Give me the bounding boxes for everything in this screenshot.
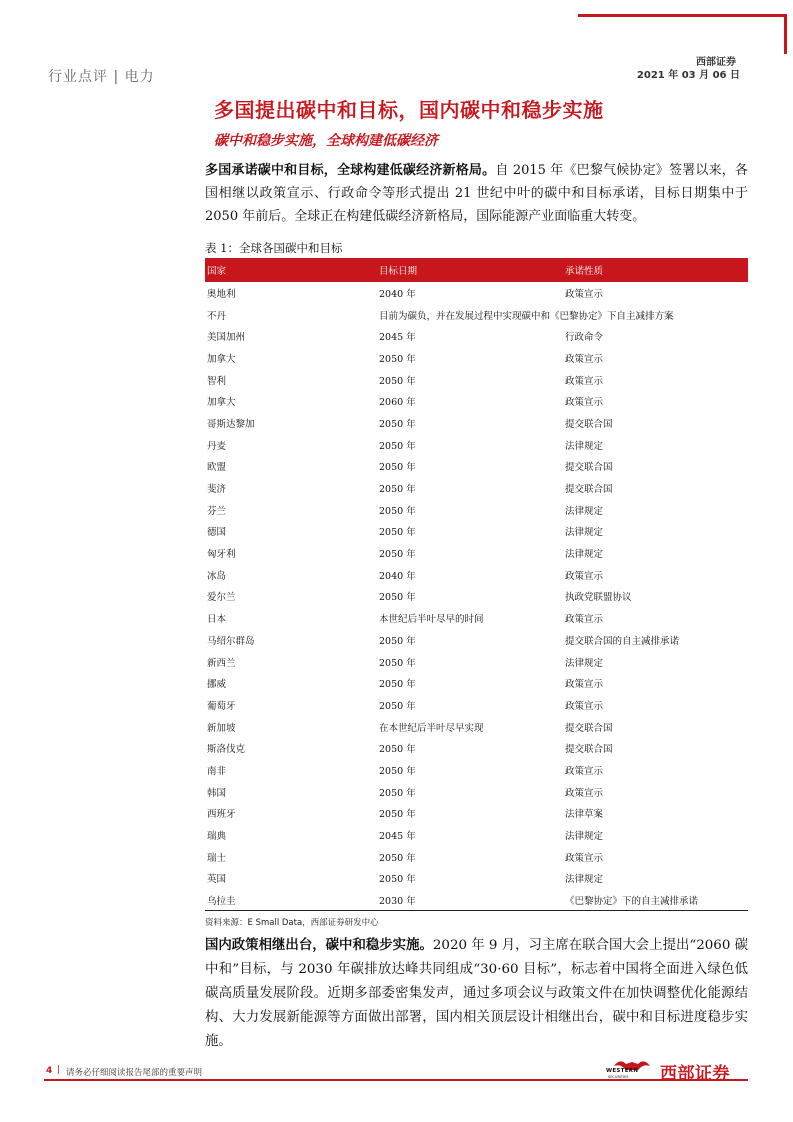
cell-target-date: 2050 年 <box>379 787 416 799</box>
cell-country: 挪威 <box>207 679 227 691</box>
cell-commitment: 法律规定 <box>565 505 604 517</box>
table-row <box>205 889 748 911</box>
cell-target-date: 2050 年 <box>379 657 416 669</box>
cell-country: 美国加州 <box>207 332 246 344</box>
cell-country: 南非 <box>207 765 227 777</box>
cell-target-date: 2050 年 <box>379 874 416 886</box>
cell-country: 斯洛伐克 <box>207 744 246 756</box>
cell-target-date: 2050 年 <box>379 375 416 387</box>
cell-target-date: 2050 年 <box>379 744 416 756</box>
cell-target-date: 2050 年 <box>379 679 416 691</box>
cell-target-date: 2050 年 <box>379 505 416 517</box>
cell-commitment: 政策宣示 <box>565 679 604 691</box>
header-country: 国家 <box>205 258 377 282</box>
cell-country: 芬兰 <box>207 505 227 517</box>
cell-country: 欧盟 <box>207 462 227 474</box>
table-row <box>205 607 748 629</box>
header-target-date: 目标日期 <box>377 258 563 282</box>
header-top-rule <box>578 14 787 17</box>
cell-country: 瑞士 <box>207 852 227 864</box>
cell-commitment: 《巴黎协定》下的自主减排承诺 <box>563 889 748 911</box>
cell-target-date: 目前为碳负，并在发展过程中实现碳中和《巴黎协定》下自主减排方案 <box>379 310 674 322</box>
header-brand: 西部证券 <box>696 57 736 68</box>
intro-lead: 多国承诺碳中和目标，全球构建低碳经济新格局。 <box>205 163 496 178</box>
cell-commitment: 政策宣示 <box>565 614 604 626</box>
cell-target-date: 2050 年 <box>379 852 416 864</box>
table-row <box>205 694 748 716</box>
table-header-row <box>205 258 748 282</box>
cell-country: 马绍尔群岛 <box>207 635 255 647</box>
table-row <box>205 586 748 608</box>
cell-country: 哥斯达黎加 <box>207 418 255 430</box>
cell-commitment: 政策宣示 <box>565 288 604 300</box>
domestic-lead: 国内政策相继出台，碳中和稳步实施。 <box>205 937 433 953</box>
cell-country: 斐济 <box>207 484 227 496</box>
cell-country: 匈牙利 <box>207 549 236 561</box>
cell-commitment: 法律草案 <box>565 809 604 821</box>
cell-commitment: 法律规定 <box>565 657 604 669</box>
table-row <box>205 781 748 803</box>
header-commitment: 承诺性质 <box>563 258 748 282</box>
cell-country: 智利 <box>207 375 227 387</box>
page-title: 多国提出碳中和目标，国内碳中和稳步实施 <box>214 98 604 122</box>
cell-commitment: 政策宣示 <box>565 353 604 365</box>
section-subtitle: 碳中和稳步实施，全球构建低碳经济 <box>214 133 438 149</box>
footer-separator: | <box>57 1065 61 1075</box>
table-row <box>205 846 748 868</box>
page-number: 4 <box>46 1066 53 1076</box>
table-row <box>205 456 748 478</box>
cell-country: 日本 <box>207 614 227 626</box>
cell-country: 西班牙 <box>207 809 236 821</box>
cell-country: 不丹 <box>207 310 227 322</box>
cell-country: 爱尔兰 <box>207 592 236 604</box>
table-row <box>205 390 748 412</box>
cell-country: 瑞典 <box>207 831 227 843</box>
cell-target-date: 2030 年 <box>377 889 563 911</box>
cell-commitment: 行政命令 <box>565 332 604 344</box>
cell-target-date: 2040 年 <box>379 288 416 300</box>
cell-target-date: 2045 年 <box>379 332 416 344</box>
cell-target-date: 本世纪后半叶尽早的时间 <box>379 614 484 626</box>
table-row <box>205 672 748 694</box>
cell-country: 韩国 <box>207 787 227 799</box>
cell-country: 奥地利 <box>207 288 236 300</box>
table-row <box>205 477 748 499</box>
cell-target-date: 2050 年 <box>379 418 416 430</box>
cell-commitment: 政策宣示 <box>565 397 604 409</box>
cell-country: 冰岛 <box>207 570 227 582</box>
cell-target-date: 2060 年 <box>379 397 416 409</box>
table-row <box>205 347 748 369</box>
table-row <box>205 803 748 825</box>
footer-rule <box>44 1079 748 1081</box>
cell-target-date: 2050 年 <box>379 765 416 777</box>
cell-target-date: 2050 年 <box>379 809 416 821</box>
table-row <box>205 499 748 521</box>
cell-target-date: 2050 年 <box>379 592 416 604</box>
cell-commitment: 提交联合国 <box>565 722 613 734</box>
cell-target-date: 2050 年 <box>379 353 416 365</box>
cell-commitment: 政策宣示 <box>565 375 604 387</box>
table-row <box>205 412 748 434</box>
report-category: 行业点评 | 电力 <box>48 69 155 85</box>
header-corner-rule <box>784 14 787 54</box>
table-row <box>205 868 748 890</box>
cell-country: 新加坡 <box>207 722 236 734</box>
cell-target-date: 2050 年 <box>379 549 416 561</box>
table-row <box>205 304 748 326</box>
table-row <box>205 651 748 673</box>
cell-target-date: 2050 年 <box>379 484 416 496</box>
cell-target-date: 在本世纪后半叶尽早实现 <box>379 722 484 734</box>
logo-text-western: WESTERN <box>606 1068 639 1074</box>
table-row <box>205 629 748 651</box>
cell-commitment: 法律规定 <box>565 440 604 452</box>
intro-paragraph <box>205 159 748 228</box>
company-logo-text: 西部证券 <box>660 1064 730 1084</box>
cell-country: 葡萄牙 <box>207 700 236 712</box>
footer-disclaimer: 请务必仔细阅读报告尾部的重要声明 <box>66 1068 203 1078</box>
table-caption: 表 1：全球各国碳中和目标 <box>205 241 343 255</box>
table-row <box>205 542 748 564</box>
carbon-neutral-table <box>205 258 748 911</box>
cell-commitment: 法律规定 <box>565 527 604 539</box>
table-row <box>205 369 748 391</box>
cell-target-date: 2050 年 <box>379 635 416 647</box>
table-row <box>205 759 748 781</box>
cell-country: 加拿大 <box>207 353 236 365</box>
cell-target-date: 2050 年 <box>379 440 416 452</box>
cell-commitment: 提交联合国 <box>565 484 613 496</box>
logo-text-securities: SECURITIES <box>608 1075 629 1079</box>
table-row <box>205 824 748 846</box>
domestic-paragraph <box>205 933 748 1054</box>
cell-commitment: 政策宣示 <box>565 700 604 712</box>
domestic-body: 2020 年 9 月，习主席在联合国大会上提出“2060 碳中和”目标，与 2030 年碳排放达峰共同组成“30·60 目标”，标志着中国将全面进入绿色低碳高质量发展阶段。近期多部委密集发声，通过多项会议与政策文件在加快调整优化能源结构、大力发展新能源等方面做出部署，国内相关顶层设计相继出台，碳中和目标进度稳步实施。 <box>205 938 748 1049</box>
cell-commitment: 提交联合国 <box>565 462 613 474</box>
cell-country: 加拿大 <box>207 397 236 409</box>
table-source: 资料来源：E Small Data，西部证券研发中心 <box>205 918 379 928</box>
cell-commitment: 政策宣示 <box>565 765 604 777</box>
report-date: 2021 年 03 月 06 日 <box>636 70 740 81</box>
cell-commitment: 提交联合国的自主减排承诺 <box>565 635 680 647</box>
table-row <box>205 282 748 304</box>
cell-commitment: 政策宣示 <box>565 852 604 864</box>
table-row <box>205 737 748 759</box>
cell-commitment: 法律规定 <box>565 874 604 886</box>
cell-commitment: 法律规定 <box>565 831 604 843</box>
table-row <box>205 521 748 543</box>
cell-target-date: 2050 年 <box>379 700 416 712</box>
cell-country: 德国 <box>207 527 227 539</box>
cell-commitment: 政策宣示 <box>565 570 604 582</box>
cell-commitment: 提交联合国 <box>565 418 613 430</box>
cell-commitment: 法律规定 <box>565 549 604 561</box>
table-row <box>205 325 748 347</box>
table-row <box>205 434 748 456</box>
intro-body: 自 2015 年《巴黎气候协定》签署以来，各国相继以政策宣示、行政命令等形式提出 21 世纪中叶的碳中和目标承诺，目标日期集中于 2050 年前后。全球正在构建低碳经济新格局，国际能源产业面临重大转变。 <box>205 163 748 224</box>
table-body <box>205 282 748 911</box>
cell-country: 新西兰 <box>207 657 236 669</box>
table-row <box>205 564 748 586</box>
cell-commitment: 提交联合国 <box>565 744 613 756</box>
cell-country: 英国 <box>207 874 227 886</box>
cell-target-date: 2045 年 <box>379 831 416 843</box>
cell-country: 丹麦 <box>207 440 227 452</box>
cell-target-date: 2040 年 <box>379 570 416 582</box>
cell-commitment: 执政党联盟协议 <box>565 592 632 604</box>
cell-target-date: 2050 年 <box>379 462 416 474</box>
cell-target-date: 2050 年 <box>379 527 416 539</box>
cell-country: 乌拉圭 <box>205 889 377 911</box>
table-row <box>205 716 748 738</box>
cell-commitment: 政策宣示 <box>565 787 604 799</box>
